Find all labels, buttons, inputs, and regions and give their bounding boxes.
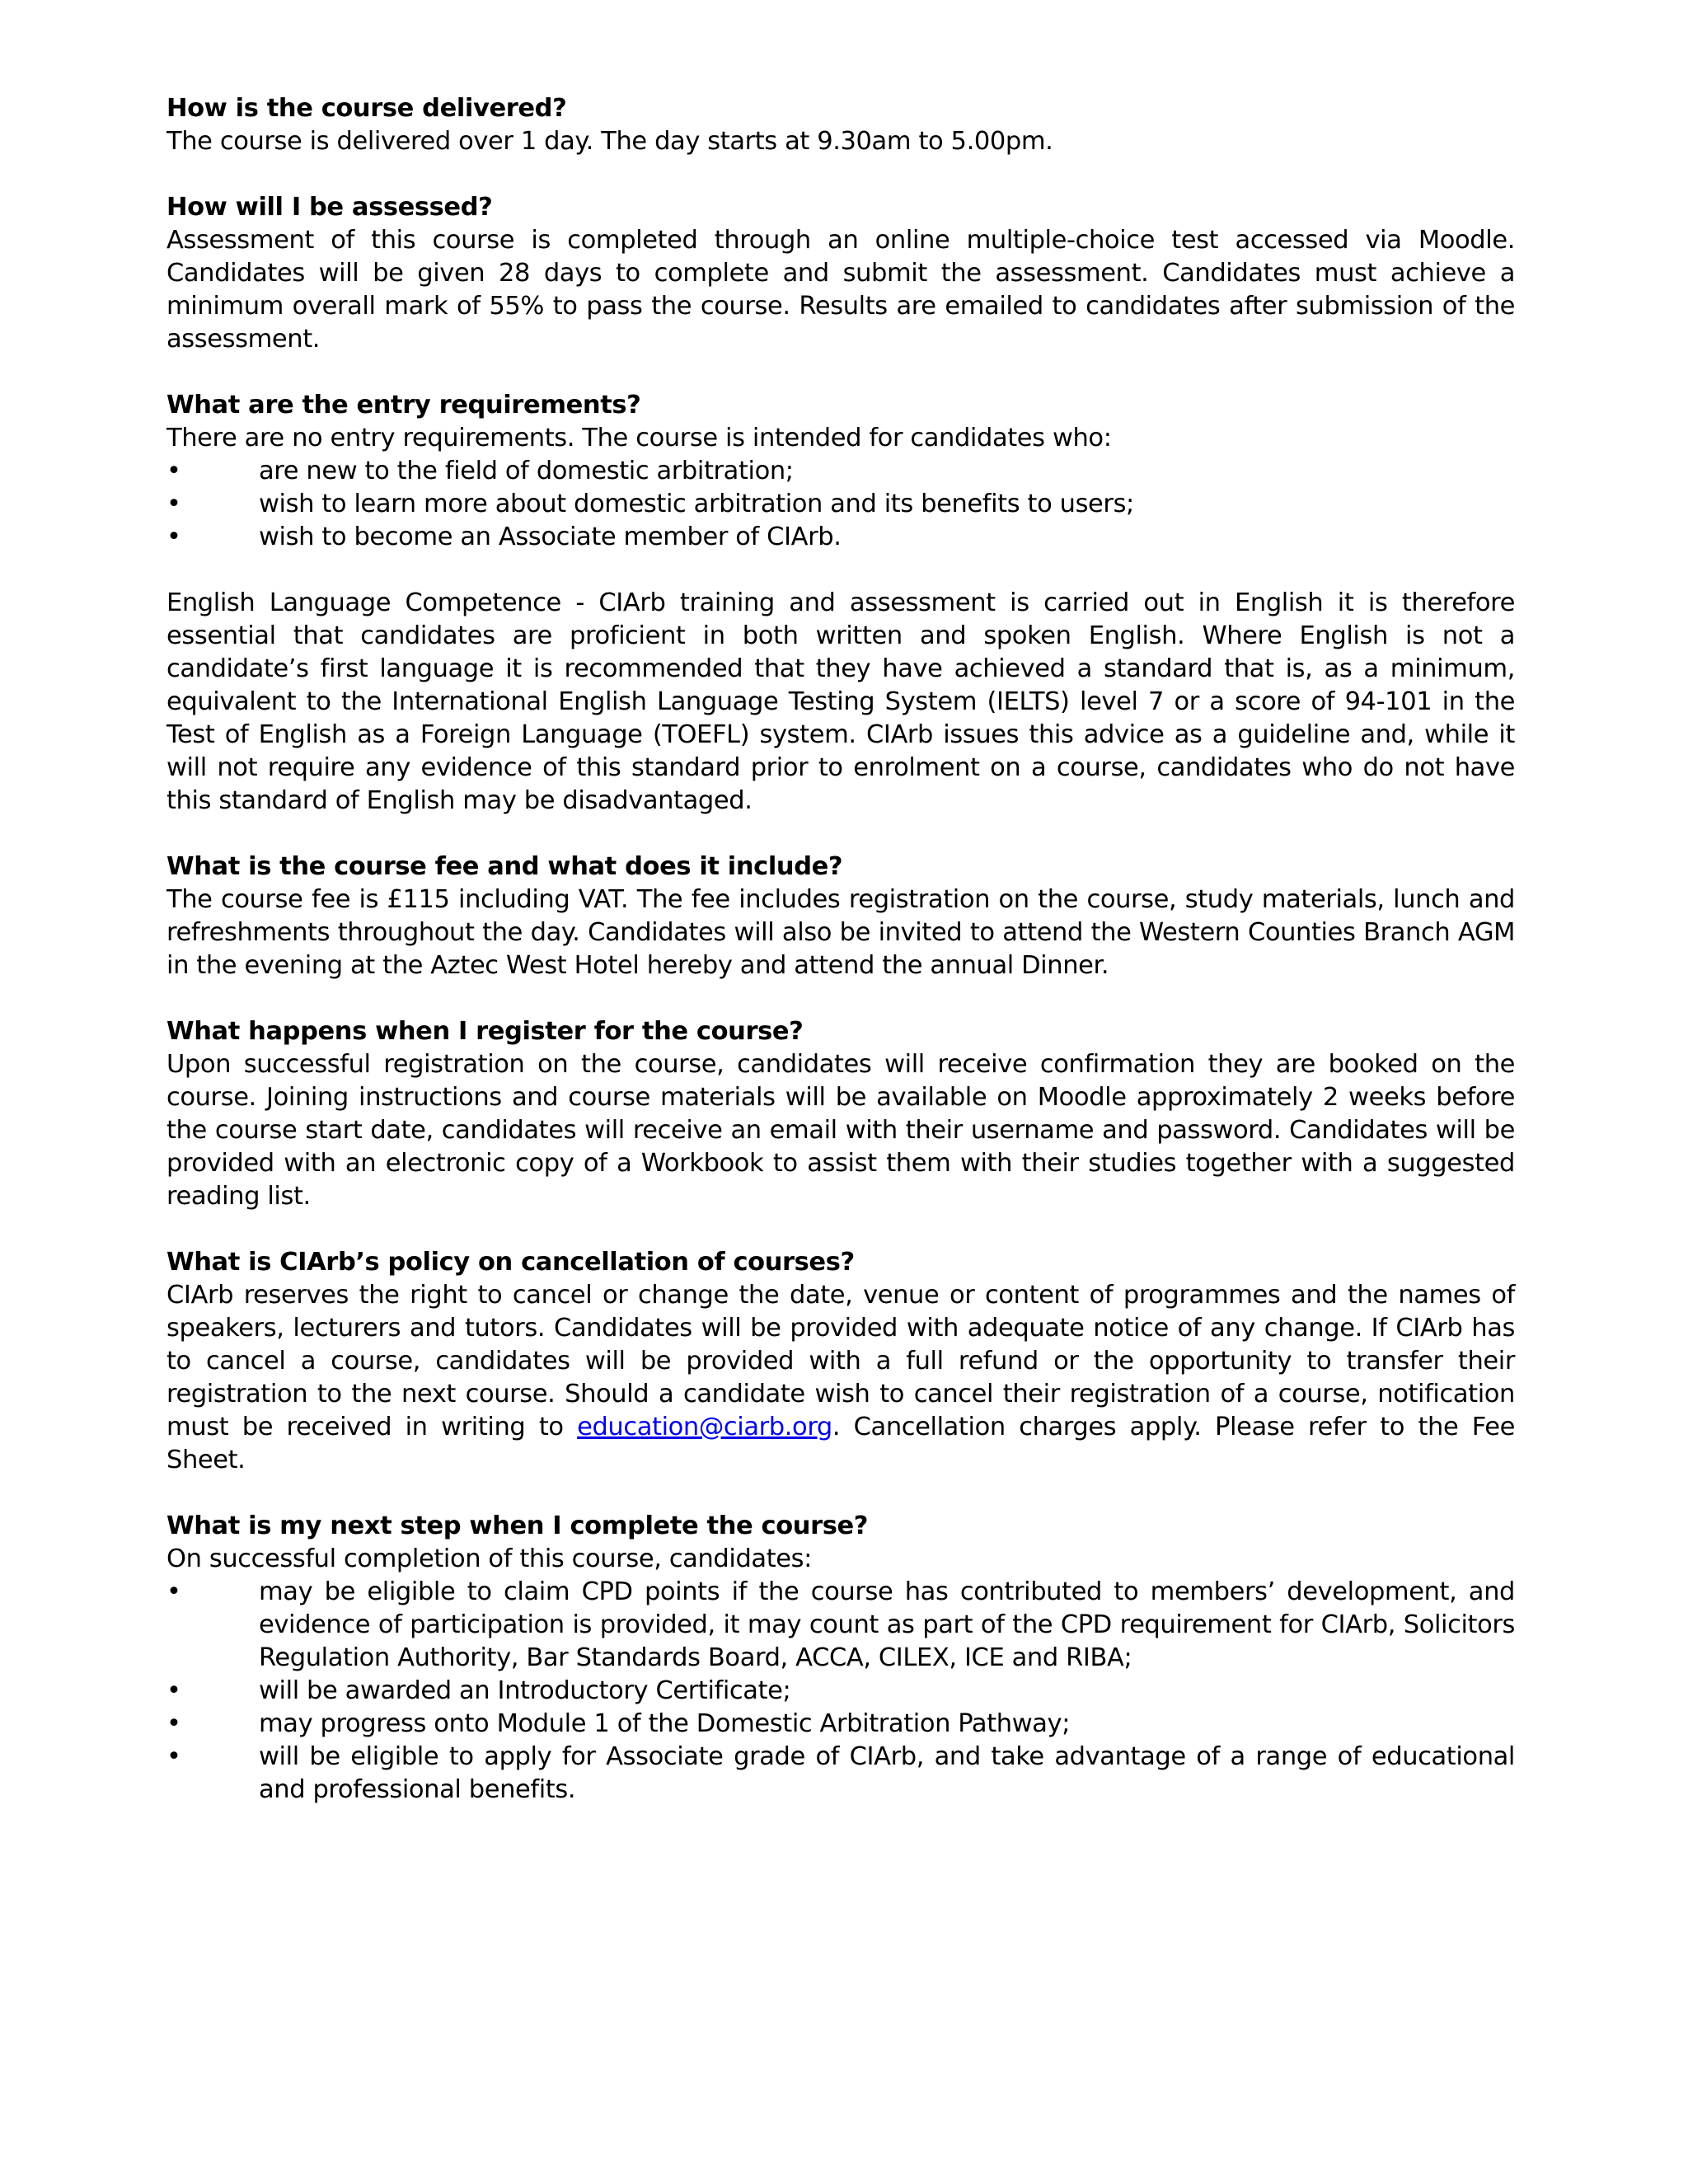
cancellation-text-main: CIArb reserves the right to cancel or change the date, venue or content of programmes and the names of speakers, lecturers and tutors. Candidates will be provided with adequate notice of any change. If CIArb has to cancel a course, candidates will be provided with a full refund or the opportunity to transfer their registration to the next course. Should a candidate wish to cancel their registration of a course, notification must be received in writing to: [166, 1281, 1515, 1441]
bullet-icon: •: [166, 1676, 181, 1705]
fee-heading: What is the course fee and what does it include?: [166, 852, 843, 881]
list-item: [166, 1675, 1515, 1708]
list-item: [166, 488, 1515, 521]
bullet-icon: •: [166, 1577, 181, 1606]
assessment-heading: How will I be assessed?: [166, 193, 493, 222]
entry-bullet-list: [166, 455, 1515, 554]
delivery-heading: How is the course delivered?: [166, 94, 567, 123]
assessment-text: Assessment of this course is completed through an online multiple-choice test accessed via Moodle. Candidates will be given 28 days to complete and submit the assessment. Candidates must achieve a minimum overall mark of 55% to pass the course. Results are emailed to candidates after submission of the assessment.: [166, 226, 1515, 354]
list-item: [166, 521, 1515, 554]
entry-intro: There are no entry requirements. The course is intended for candidates who:: [166, 424, 1112, 452]
list-item-text: may progress onto Module 1 of the Domestic Arbitration Pathway;: [259, 1709, 1071, 1738]
list-item: [166, 455, 1515, 488]
section-assessment: [166, 191, 1515, 356]
cancellation-text: [166, 1279, 1515, 1477]
bullet-icon: •: [166, 1742, 181, 1771]
list-item-text: wish to become an Associate member of CIArb.: [259, 523, 842, 551]
list-item: [166, 1708, 1515, 1741]
list-item-text: will be eligible to apply for Associate grade of CIArb, and take advantage of a range of educational and professional benefits.: [259, 1742, 1515, 1804]
bullet-icon: •: [166, 523, 181, 551]
education-email-link[interactable]: education@ciarb.org: [577, 1413, 832, 1441]
document-page: [166, 92, 1515, 1840]
bullet-icon: •: [166, 1709, 181, 1738]
cancellation-heading: What is CIArb’s policy on cancellation of courses?: [166, 1248, 855, 1277]
next-step-bullet-list: [166, 1576, 1515, 1807]
fee-text: The course fee is £115 including VAT. The fee includes registration on the course, study materials, lunch and refreshments throughout the day. Candidates will also be invited to attend the Western Counties Branch AGM in the evening at the Aztec West Hotel hereby and attend the annual Dinner.: [166, 885, 1515, 980]
cancellation-text-after: . Cancellation charges apply. Please refer to the Fee Sheet.: [166, 1413, 1515, 1474]
section-delivery: [166, 92, 1515, 158]
section-entry-requirements: [166, 389, 1515, 818]
register-text: Upon successful registration on the course, candidates will receive confirmation they are booked on the course. Joining instructions and course materials will be available on Moodle approximately 2 weeks before the course start date, candidates will receive an email with their username and password. Candidates will be provided with an electronic copy of a Workbook to assist them with their studies together with a suggested reading list.: [166, 1050, 1515, 1211]
entry-heading: What are the entry requirements?: [166, 391, 641, 419]
section-next-step: [166, 1510, 1515, 1807]
list-item-text: may be eligible to claim CPD points if the course has contributed to members’ development, and evidence of participation is provided, it may count as part of the CPD requirement for CIArb, Solicitors Regulation Authority, Bar Standards Board, ACCA, CILEX, ICE and RIBA;: [259, 1577, 1515, 1672]
list-item-text: wish to learn more about domestic arbitration and its benefits to users;: [259, 490, 1134, 518]
list-item-text: are new to the field of domestic arbitration;: [259, 457, 794, 485]
register-heading: What happens when I register for the course?: [166, 1017, 804, 1046]
section-register: [166, 1015, 1515, 1213]
next-step-heading: What is my next step when I complete the course?: [166, 1511, 869, 1540]
bullet-icon: •: [166, 457, 181, 485]
section-fee: [166, 851, 1515, 982]
bullet-icon: •: [166, 490, 181, 518]
list-item-text: will be awarded an Introductory Certificate;: [259, 1676, 791, 1705]
delivery-text: The course is delivered over 1 day. The day starts at 9.30am to 5.00pm.: [166, 127, 1053, 156]
section-cancellation: [166, 1246, 1515, 1477]
list-item: [166, 1741, 1515, 1807]
next-step-intro: On successful completion of this course, candidates:: [166, 1544, 812, 1573]
list-item: [166, 1576, 1515, 1675]
language-competence-text: English Language Competence - CIArb training and assessment is carried out in English it is therefore essential that candidates are proficient in both written and spoken English. Where English is not a candidate’s first language it is recommended that they have achieved a standard that is, as a minimum, equivalent to the International English Language Testing System (IELTS) level 7 or a score of 94-101 in the Test of English as a Foreign Language (TOEFL) system. CIArb issues this advice as a guideline and, while it will not require any evidence of this standard prior to enrolment on a course, candidates who do not have this standard of English may be disadvantaged.: [166, 588, 1515, 815]
